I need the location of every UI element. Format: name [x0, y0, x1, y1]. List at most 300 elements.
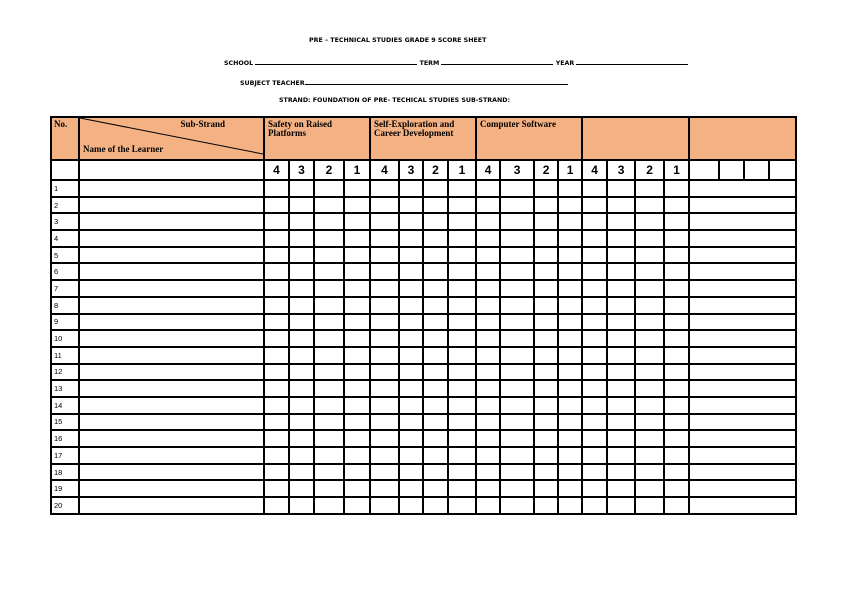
score-cell[interactable] — [423, 364, 448, 381]
score-cell[interactable] — [476, 280, 500, 297]
score-cell[interactable] — [476, 380, 500, 397]
score-cell[interactable] — [664, 263, 689, 280]
score-cell[interactable] — [399, 297, 423, 314]
score-cell[interactable] — [635, 497, 664, 514]
score-cell[interactable] — [314, 347, 344, 364]
score-cell[interactable] — [314, 247, 344, 264]
score-cell[interactable] — [558, 414, 582, 431]
score-cell[interactable] — [399, 280, 423, 297]
score-cell[interactable] — [664, 364, 689, 381]
score-cell[interactable] — [399, 364, 423, 381]
score-cell[interactable] — [500, 280, 534, 297]
total-cell[interactable] — [689, 213, 796, 230]
score-cell[interactable] — [558, 280, 582, 297]
score-cell[interactable] — [289, 430, 314, 447]
score-cell[interactable] — [664, 297, 689, 314]
score-cell[interactable] — [448, 447, 476, 464]
score-cell[interactable] — [500, 380, 534, 397]
score-cell[interactable] — [448, 230, 476, 247]
score-cell[interactable] — [534, 213, 558, 230]
score-cell[interactable] — [344, 297, 370, 314]
score-cell[interactable] — [264, 464, 289, 481]
score-cell[interactable] — [558, 364, 582, 381]
score-cell[interactable] — [635, 430, 664, 447]
score-cell[interactable] — [607, 430, 635, 447]
total-cell[interactable] — [689, 397, 796, 414]
score-cell[interactable] — [399, 314, 423, 331]
total-cell[interactable] — [689, 280, 796, 297]
score-cell[interactable] — [370, 347, 399, 364]
score-cell[interactable] — [635, 180, 664, 197]
score-cell[interactable] — [314, 380, 344, 397]
score-cell[interactable] — [314, 213, 344, 230]
score-cell[interactable] — [344, 447, 370, 464]
score-cell[interactable] — [423, 213, 448, 230]
score-cell[interactable] — [370, 230, 399, 247]
score-cell[interactable] — [476, 464, 500, 481]
score-cell[interactable] — [534, 497, 558, 514]
score-cell[interactable] — [558, 464, 582, 481]
score-cell[interactable] — [264, 230, 289, 247]
learner-name-cell[interactable] — [79, 280, 264, 297]
score-cell[interactable] — [448, 247, 476, 264]
score-cell[interactable] — [314, 430, 344, 447]
score-cell[interactable] — [314, 397, 344, 414]
score-cell[interactable] — [635, 263, 664, 280]
score-cell[interactable] — [448, 380, 476, 397]
score-cell[interactable] — [582, 380, 607, 397]
score-cell[interactable] — [314, 197, 344, 214]
score-cell[interactable] — [370, 213, 399, 230]
score-cell[interactable] — [370, 314, 399, 331]
score-cell[interactable] — [370, 180, 399, 197]
score-cell[interactable] — [399, 430, 423, 447]
score-cell[interactable] — [314, 230, 344, 247]
score-cell[interactable] — [635, 330, 664, 347]
learner-name-cell[interactable] — [79, 330, 264, 347]
score-cell[interactable] — [635, 197, 664, 214]
total-cell[interactable] — [689, 414, 796, 431]
score-cell[interactable] — [448, 464, 476, 481]
score-cell[interactable] — [314, 330, 344, 347]
score-cell[interactable] — [582, 297, 607, 314]
score-cell[interactable] — [370, 297, 399, 314]
score-cell[interactable] — [289, 314, 314, 331]
score-cell[interactable] — [582, 330, 607, 347]
score-cell[interactable] — [558, 380, 582, 397]
score-cell[interactable] — [289, 497, 314, 514]
score-cell[interactable] — [370, 330, 399, 347]
score-cell[interactable] — [635, 414, 664, 431]
score-cell[interactable] — [289, 180, 314, 197]
learner-name-cell[interactable] — [79, 297, 264, 314]
score-cell[interactable] — [476, 397, 500, 414]
score-cell[interactable] — [558, 447, 582, 464]
score-cell[interactable] — [264, 480, 289, 497]
score-cell[interactable] — [664, 197, 689, 214]
score-cell[interactable] — [582, 397, 607, 414]
score-cell[interactable] — [635, 347, 664, 364]
score-cell[interactable] — [370, 480, 399, 497]
score-cell[interactable] — [344, 414, 370, 431]
score-cell[interactable] — [264, 213, 289, 230]
score-cell[interactable] — [289, 197, 314, 214]
score-cell[interactable] — [344, 263, 370, 280]
learner-name-cell[interactable] — [79, 347, 264, 364]
score-cell[interactable] — [344, 213, 370, 230]
score-cell[interactable] — [534, 263, 558, 280]
score-cell[interactable] — [344, 497, 370, 514]
score-cell[interactable] — [607, 397, 635, 414]
score-cell[interactable] — [370, 380, 399, 397]
score-cell[interactable] — [558, 297, 582, 314]
score-cell[interactable] — [500, 197, 534, 214]
score-cell[interactable] — [534, 447, 558, 464]
score-cell[interactable] — [423, 330, 448, 347]
score-cell[interactable] — [344, 280, 370, 297]
score-cell[interactable] — [448, 197, 476, 214]
learner-name-cell[interactable] — [79, 464, 264, 481]
score-cell[interactable] — [635, 297, 664, 314]
score-cell[interactable] — [476, 230, 500, 247]
score-cell[interactable] — [607, 380, 635, 397]
score-cell[interactable] — [582, 447, 607, 464]
score-cell[interactable] — [370, 430, 399, 447]
total-cell[interactable] — [689, 297, 796, 314]
score-cell[interactable] — [289, 447, 314, 464]
learner-name-cell[interactable] — [79, 213, 264, 230]
score-cell[interactable] — [582, 197, 607, 214]
score-cell[interactable] — [264, 330, 289, 347]
learner-name-cell[interactable] — [79, 447, 264, 464]
score-cell[interactable] — [399, 480, 423, 497]
score-cell[interactable] — [607, 464, 635, 481]
total-cell[interactable] — [689, 447, 796, 464]
total-cell[interactable] — [689, 430, 796, 447]
score-cell[interactable] — [264, 364, 289, 381]
score-cell[interactable] — [582, 314, 607, 331]
score-cell[interactable] — [423, 197, 448, 214]
score-cell[interactable] — [289, 397, 314, 414]
score-cell[interactable] — [664, 230, 689, 247]
score-cell[interactable] — [664, 213, 689, 230]
score-cell[interactable] — [500, 180, 534, 197]
score-cell[interactable] — [500, 213, 534, 230]
total-cell[interactable] — [689, 330, 796, 347]
learner-name-cell[interactable] — [79, 314, 264, 331]
score-cell[interactable] — [635, 397, 664, 414]
total-cell[interactable] — [689, 347, 796, 364]
score-cell[interactable] — [314, 447, 344, 464]
score-cell[interactable] — [607, 497, 635, 514]
score-cell[interactable] — [423, 314, 448, 331]
score-cell[interactable] — [264, 280, 289, 297]
score-cell[interactable] — [448, 347, 476, 364]
score-cell[interactable] — [500, 397, 534, 414]
score-cell[interactable] — [264, 247, 289, 264]
school-field[interactable] — [255, 57, 417, 65]
score-cell[interactable] — [264, 380, 289, 397]
score-cell[interactable] — [534, 180, 558, 197]
score-cell[interactable] — [448, 397, 476, 414]
score-cell[interactable] — [500, 263, 534, 280]
score-cell[interactable] — [664, 280, 689, 297]
score-cell[interactable] — [289, 414, 314, 431]
score-cell[interactable] — [399, 414, 423, 431]
score-cell[interactable] — [664, 380, 689, 397]
score-cell[interactable] — [664, 414, 689, 431]
score-cell[interactable] — [448, 297, 476, 314]
score-cell[interactable] — [534, 414, 558, 431]
score-cell[interactable] — [607, 280, 635, 297]
score-cell[interactable] — [500, 447, 534, 464]
score-cell[interactable] — [558, 330, 582, 347]
score-cell[interactable] — [423, 297, 448, 314]
score-cell[interactable] — [476, 414, 500, 431]
score-cell[interactable] — [423, 247, 448, 264]
score-cell[interactable] — [500, 497, 534, 514]
score-cell[interactable] — [344, 230, 370, 247]
score-cell[interactable] — [664, 480, 689, 497]
score-cell[interactable] — [264, 497, 289, 514]
score-cell[interactable] — [476, 213, 500, 230]
score-cell[interactable] — [423, 430, 448, 447]
score-cell[interactable] — [448, 430, 476, 447]
score-cell[interactable] — [448, 414, 476, 431]
score-cell[interactable] — [289, 213, 314, 230]
score-cell[interactable] — [289, 364, 314, 381]
score-cell[interactable] — [423, 180, 448, 197]
total-cell[interactable] — [689, 380, 796, 397]
score-cell[interactable] — [399, 397, 423, 414]
score-cell[interactable] — [399, 447, 423, 464]
score-cell[interactable] — [607, 263, 635, 280]
score-cell[interactable] — [476, 247, 500, 264]
score-cell[interactable] — [423, 447, 448, 464]
score-cell[interactable] — [607, 314, 635, 331]
score-cell[interactable] — [558, 347, 582, 364]
learner-name-cell[interactable] — [79, 430, 264, 447]
score-cell[interactable] — [534, 364, 558, 381]
score-cell[interactable] — [500, 314, 534, 331]
total-cell[interactable] — [689, 480, 796, 497]
score-cell[interactable] — [664, 180, 689, 197]
score-cell[interactable] — [558, 314, 582, 331]
score-cell[interactable] — [399, 213, 423, 230]
score-cell[interactable] — [534, 480, 558, 497]
learner-name-cell[interactable] — [79, 480, 264, 497]
score-cell[interactable] — [476, 180, 500, 197]
score-cell[interactable] — [500, 480, 534, 497]
score-cell[interactable] — [370, 447, 399, 464]
score-cell[interactable] — [558, 263, 582, 280]
score-cell[interactable] — [534, 247, 558, 264]
score-cell[interactable] — [635, 464, 664, 481]
score-cell[interactable] — [448, 364, 476, 381]
score-cell[interactable] — [582, 497, 607, 514]
score-cell[interactable] — [314, 364, 344, 381]
score-cell[interactable] — [448, 280, 476, 297]
score-cell[interactable] — [607, 230, 635, 247]
score-cell[interactable] — [476, 430, 500, 447]
year-field[interactable] — [576, 57, 688, 65]
score-cell[interactable] — [289, 347, 314, 364]
score-cell[interactable] — [664, 347, 689, 364]
learner-name-cell[interactable] — [79, 497, 264, 514]
score-cell[interactable] — [314, 314, 344, 331]
score-cell[interactable] — [344, 330, 370, 347]
score-cell[interactable] — [534, 347, 558, 364]
score-cell[interactable] — [289, 280, 314, 297]
score-cell[interactable] — [264, 263, 289, 280]
score-cell[interactable] — [314, 180, 344, 197]
total-cell[interactable] — [689, 230, 796, 247]
learner-name-cell[interactable] — [79, 180, 264, 197]
total-cell[interactable] — [689, 197, 796, 214]
score-cell[interactable] — [476, 297, 500, 314]
score-cell[interactable] — [344, 464, 370, 481]
score-cell[interactable] — [344, 247, 370, 264]
score-cell[interactable] — [399, 347, 423, 364]
score-cell[interactable] — [264, 314, 289, 331]
score-cell[interactable] — [423, 263, 448, 280]
score-cell[interactable] — [423, 464, 448, 481]
score-cell[interactable] — [289, 230, 314, 247]
score-cell[interactable] — [399, 380, 423, 397]
score-cell[interactable] — [399, 497, 423, 514]
score-cell[interactable] — [344, 430, 370, 447]
score-cell[interactable] — [399, 230, 423, 247]
score-cell[interactable] — [314, 263, 344, 280]
score-cell[interactable] — [582, 364, 607, 381]
total-cell[interactable] — [689, 263, 796, 280]
score-cell[interactable] — [399, 330, 423, 347]
score-cell[interactable] — [370, 414, 399, 431]
score-cell[interactable] — [448, 314, 476, 331]
score-cell[interactable] — [635, 213, 664, 230]
score-cell[interactable] — [476, 330, 500, 347]
score-cell[interactable] — [582, 414, 607, 431]
score-cell[interactable] — [476, 314, 500, 331]
score-cell[interactable] — [582, 247, 607, 264]
score-cell[interactable] — [500, 230, 534, 247]
score-cell[interactable] — [582, 213, 607, 230]
score-cell[interactable] — [500, 247, 534, 264]
score-cell[interactable] — [448, 213, 476, 230]
score-cell[interactable] — [476, 497, 500, 514]
score-cell[interactable] — [476, 364, 500, 381]
score-cell[interactable] — [582, 180, 607, 197]
score-cell[interactable] — [448, 330, 476, 347]
score-cell[interactable] — [289, 297, 314, 314]
score-cell[interactable] — [264, 397, 289, 414]
score-cell[interactable] — [289, 464, 314, 481]
score-cell[interactable] — [534, 230, 558, 247]
score-cell[interactable] — [289, 330, 314, 347]
score-cell[interactable] — [476, 197, 500, 214]
total-cell[interactable] — [689, 314, 796, 331]
score-cell[interactable] — [399, 464, 423, 481]
score-cell[interactable] — [476, 447, 500, 464]
learner-name-cell[interactable] — [79, 380, 264, 397]
score-cell[interactable] — [534, 297, 558, 314]
score-cell[interactable] — [534, 397, 558, 414]
score-cell[interactable] — [607, 197, 635, 214]
score-cell[interactable] — [558, 180, 582, 197]
score-cell[interactable] — [370, 197, 399, 214]
score-cell[interactable] — [370, 364, 399, 381]
score-cell[interactable] — [582, 430, 607, 447]
score-cell[interactable] — [476, 480, 500, 497]
score-cell[interactable] — [607, 247, 635, 264]
score-cell[interactable] — [664, 447, 689, 464]
score-cell[interactable] — [370, 280, 399, 297]
score-cell[interactable] — [500, 414, 534, 431]
score-cell[interactable] — [635, 314, 664, 331]
score-cell[interactable] — [423, 397, 448, 414]
score-cell[interactable] — [582, 347, 607, 364]
score-cell[interactable] — [344, 380, 370, 397]
score-cell[interactable] — [635, 480, 664, 497]
score-cell[interactable] — [423, 280, 448, 297]
score-cell[interactable] — [264, 180, 289, 197]
score-cell[interactable] — [582, 280, 607, 297]
score-cell[interactable] — [344, 314, 370, 331]
score-cell[interactable] — [500, 464, 534, 481]
score-cell[interactable] — [664, 464, 689, 481]
learner-name-cell[interactable] — [79, 364, 264, 381]
learner-name-cell[interactable] — [79, 230, 264, 247]
score-cell[interactable] — [582, 464, 607, 481]
score-cell[interactable] — [289, 380, 314, 397]
score-cell[interactable] — [607, 213, 635, 230]
score-cell[interactable] — [500, 364, 534, 381]
score-cell[interactable] — [399, 180, 423, 197]
score-cell[interactable] — [289, 247, 314, 264]
total-cell[interactable] — [689, 180, 796, 197]
score-cell[interactable] — [423, 497, 448, 514]
score-cell[interactable] — [635, 447, 664, 464]
score-cell[interactable] — [344, 180, 370, 197]
score-cell[interactable] — [558, 430, 582, 447]
score-cell[interactable] — [314, 464, 344, 481]
score-cell[interactable] — [500, 347, 534, 364]
score-cell[interactable] — [558, 497, 582, 514]
total-cell[interactable] — [689, 247, 796, 264]
score-cell[interactable] — [264, 447, 289, 464]
score-cell[interactable] — [664, 397, 689, 414]
score-cell[interactable] — [448, 263, 476, 280]
score-cell[interactable] — [344, 397, 370, 414]
score-cell[interactable] — [558, 230, 582, 247]
score-cell[interactable] — [534, 464, 558, 481]
score-cell[interactable] — [582, 230, 607, 247]
score-cell[interactable] — [500, 430, 534, 447]
score-cell[interactable] — [664, 247, 689, 264]
score-cell[interactable] — [534, 330, 558, 347]
score-cell[interactable] — [635, 247, 664, 264]
score-cell[interactable] — [476, 347, 500, 364]
score-cell[interactable] — [635, 380, 664, 397]
score-cell[interactable] — [534, 380, 558, 397]
score-cell[interactable] — [664, 330, 689, 347]
score-cell[interactable] — [423, 414, 448, 431]
score-cell[interactable] — [448, 497, 476, 514]
score-cell[interactable] — [344, 197, 370, 214]
score-cell[interactable] — [423, 480, 448, 497]
score-cell[interactable] — [500, 297, 534, 314]
score-cell[interactable] — [423, 347, 448, 364]
